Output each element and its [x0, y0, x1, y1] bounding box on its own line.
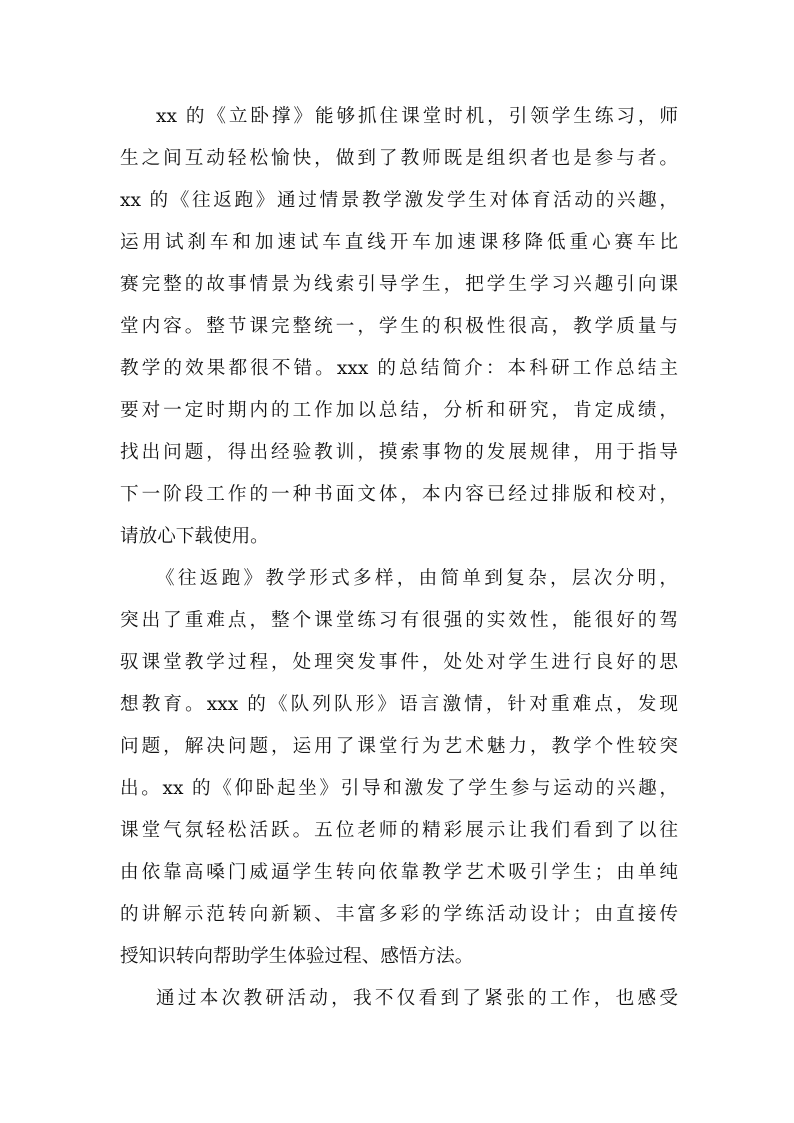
- text-line: xx 的《立卧撑》能够抓住课堂时机，引领学生练习，师: [156, 106, 678, 127]
- text-line: 请放心下载使用。: [120, 526, 269, 547]
- text-line: 突出了重难点，整个课堂练习有很强的实效性，能很好的驾: [120, 610, 678, 631]
- text-line: 驭课堂教学过程，处理突发事件，处处对学生进行良好的思: [120, 652, 678, 673]
- text-line: 生之间互动轻松愉快，做到了教师既是组织者也是参与者。: [120, 148, 678, 169]
- text-line: 问题，解决问题，运用了课堂行为艺术魅力，教学个性较突: [120, 736, 678, 757]
- text-line: 由依靠高嗓门威逼学生转向依靠教学艺术吸引学生；由单纯: [120, 862, 678, 883]
- text-line: 通过本次教研活动，我不仅看到了紧张的工作，也感受: [156, 988, 678, 1009]
- text-line: 下一阶段工作的一种书面文体，本内容已经过排版和校对，: [120, 484, 678, 505]
- text-line: 想教育。xxx 的《队列队形》语言激情，针对重难点，发现: [120, 694, 678, 715]
- text-line: 赛完整的故事情景为线索引导学生，把学生学习兴趣引向课: [120, 274, 678, 295]
- text-line: 运用试刹车和加速试车直线开车加速课移降低重心赛车比: [120, 232, 678, 253]
- text-line: 教学的效果都很不错。xxx 的总结简介：本科研工作总结主: [120, 358, 678, 379]
- text-line: xx 的《往返跑》通过情景教学激发学生对体育活动的兴趣，: [120, 190, 678, 211]
- text-line: 课堂气氛轻松活跃。五位老师的精彩展示让我们看到了以往: [120, 820, 678, 841]
- text-line: 找出问题，得出经验教训，摸索事物的发展规律，用于指导: [120, 442, 678, 463]
- text-line: 要对一定时期内的工作加以总结，分析和研究，肯定成绩，: [120, 400, 678, 421]
- text-line: 的讲解示范转向新颖、丰富多彩的学练活动设计；由直接传: [120, 904, 678, 925]
- text-line: 《往返跑》教学形式多样，由简单到复杂，层次分明，: [156, 568, 678, 589]
- text-line: 授知识转向帮助学生体验过程、感悟方法。: [120, 946, 474, 967]
- text-line: 出。xx 的《仰卧起坐》引导和激发了学生参与运动的兴趣，: [120, 778, 678, 799]
- text-line: 堂内容。整节课完整统一，学生的积极性很高，教学质量与: [120, 316, 678, 337]
